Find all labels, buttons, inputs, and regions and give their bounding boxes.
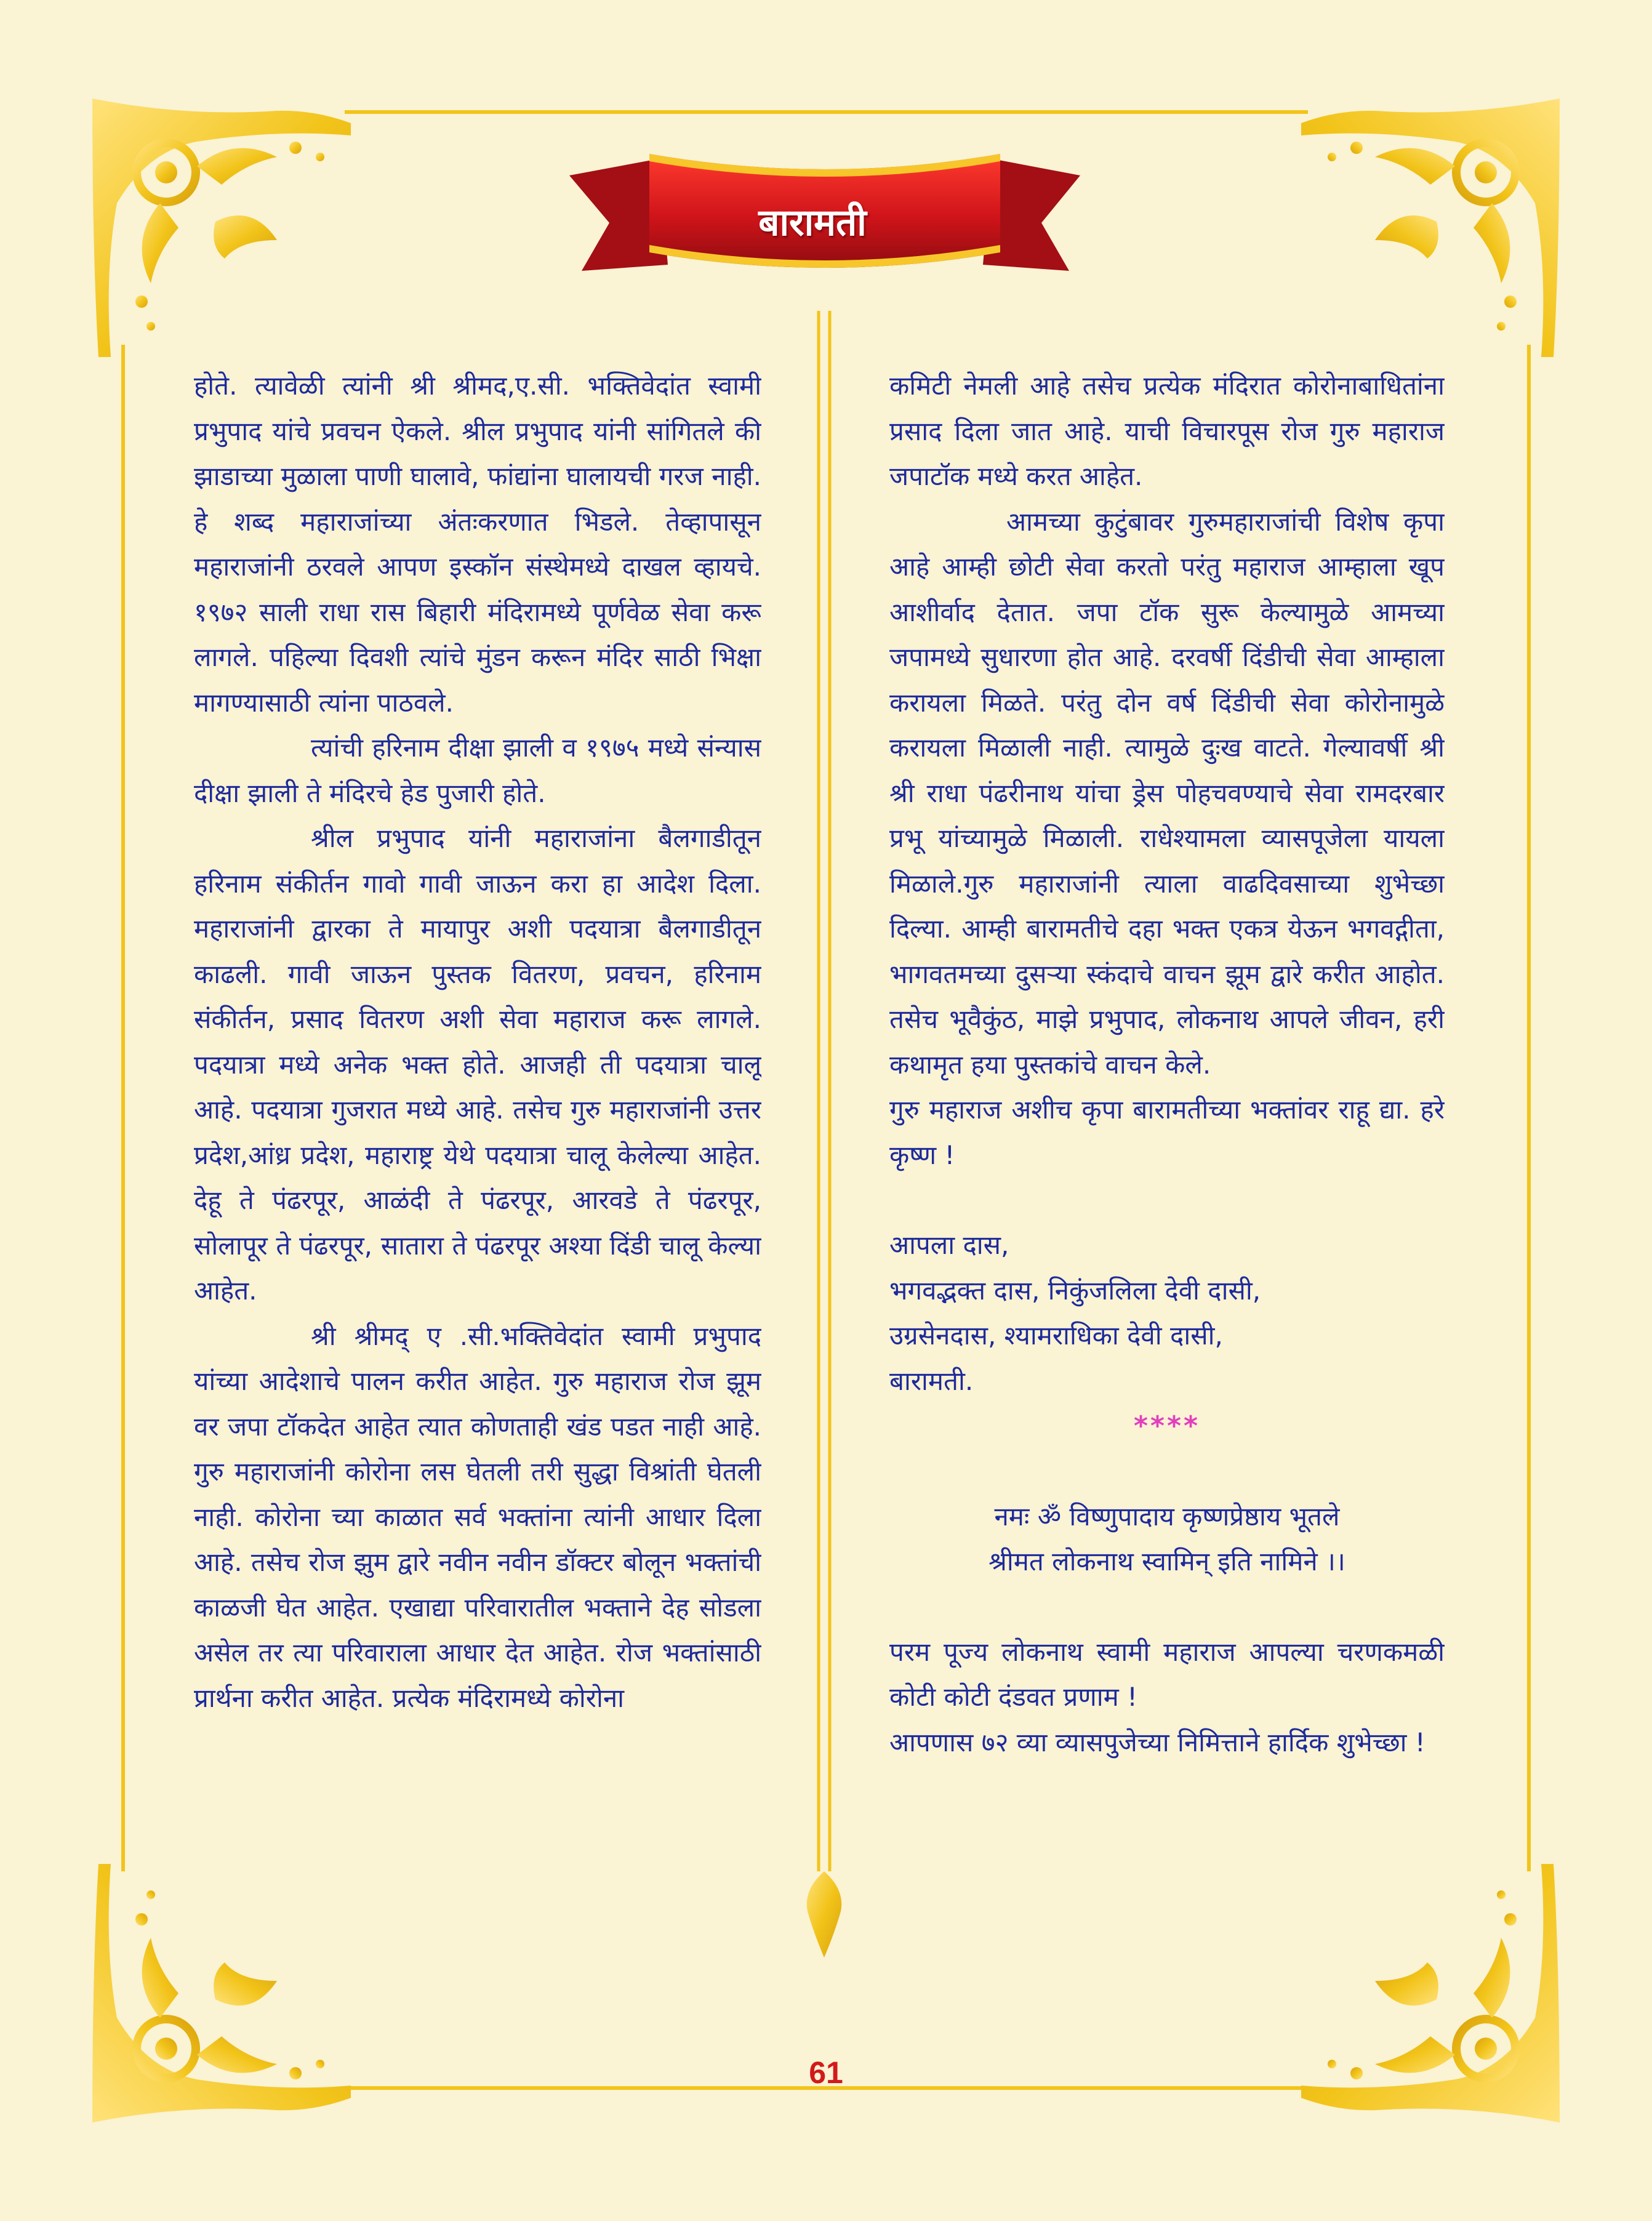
page-number: 61 <box>809 2055 843 2090</box>
spacer <box>889 1178 1445 1223</box>
left-paragraph-3: श्रील प्रभुपाद यांनी महाराजांना बैलगाडीतून हरिनाम संकीर्तन गावो गावी जाऊन करा हा आदेश दिला. महाराजांनी द्वारका ते मायापुर अशी पदयात्रा बैलगाडीतून काढली. गावी जाऊन पुस्तक वितरण, प्रवचन, हरिनाम संकीर्तन, प्रसाद वितरण अशी सेवा महाराज करू लागले. पदयात्रा मध्ये अनेक भक्त होते. आजही ती पदयात्रा चालू आहे. पदयात्रा गुजरात मध्ये आहे. तसेच गुरु महाराजांनी उत्तर प्रदेश,आंध्र प्रदेश, महाराष्ट्र येथे पदयात्रा चालू केलेल्या आहेत. देहू ते पंढरपूर, आळंदी ते पंढरपूर, आरवडे ते पंढरपूर, सोलापूर ते पंढरपूर, सातारा ते पंढरपूर अश्या दिंडी चालू केल्या आहेत. <box>194 823 761 1306</box>
right-paragraph-1: कमिटी नेमली आहे तसेच प्रत्येक मंदिरात कोरोनाबाधितांना प्रसाद दिला जात आहे. याची विचारपूस रोज गुरु महाराज जपाटॉक मध्ये करत आहेत. <box>889 371 1445 491</box>
spacer <box>889 1584 1445 1629</box>
spacer <box>889 1449 1445 1494</box>
signature-line-3: उग्रसेनदास, श्यामराधिका देवी दासी, <box>889 1320 1223 1351</box>
closing-paragraph-1: परम पूज्य लोकनाथ स्वामी महाराज आपल्या चरणकमळी कोटी कोटी दंडवत प्रणाम ! <box>889 1636 1445 1712</box>
signature-line-2: भगवद्भक्त दास, निकुंजलिला देवी दासी, <box>889 1275 1261 1306</box>
mantra-line-2: श्रीमत लोकनाथ स्वामिन् इति नामिने ।। <box>988 1546 1345 1576</box>
signature-line-1: आपला दास, <box>889 1230 1009 1260</box>
signature-line-4: बारामती. <box>889 1365 974 1396</box>
separator-stars: **** <box>1133 1410 1201 1442</box>
left-paragraph-1: होते. त्यावेळी त्यांनी श्री श्रीमद,ए.सी. भक्तिवेदांत स्वामी प्रभुपाद यांचे प्रवचन ऐकले. श्रील प्रभुपाद यांनी सांगितले की झाडाच्या मुळाला पाणी घालावे, फांद्यांना घालायची गरज नाही. हे शब्द महाराजांच्या अंतःकरणात भिडले. तेव्हापासून महाराजांनी ठरवले आपण इस्कॉन संस्थेमध्ये दाखल व्हायचे. १९७२ साली राधा रास बिहारी मंदिरामध्ये पूर्णवेळ सेवा करू लागले. पहिल्या दिवशी त्यांचे मुंडन करून मंदिर साठी भिक्षा मागण्यासाठी त्यांना पाठवले. <box>194 371 761 718</box>
right-paragraph-3: गुरु महाराज अशीच कृपा बारामतीच्या भक्तांवर राहू द्या. हरे कृष्ण ! <box>889 1094 1445 1170</box>
left-column <box>194 363 761 2025</box>
mantra-line-1: नमः ॐ विष्णुपादाय कृष्णप्रेष्ठाय भूतले <box>994 1501 1340 1532</box>
right-paragraph-2: आमच्या कुटुंबावर गुरुमहाराजांची विशेष कृपा आहे आम्ही छोटी सेवा करतो परंतु महाराज आम्हाला खूप आशीर्वाद देतात. जपा टॉक सुरू केल्यामुळे आमच्या जपामध्ये सुधारणा होत आहे. दरवर्षी दिंडीची सेवा आम्हाला करायला मिळते. परंतु दोन वर्ष दिंडीची सेवा कोरोनामुळे करायला मिळाली नाही. त्यामुळे दुःख वाटते. गेल्यावर्षी श्री श्री राधा पंढरीनाथ यांचा ड्रेस पोहचवण्याचे सेवा रामदरबार प्रभू यांच्यामुळे मिळाली. राधेश्यामला व्यासपूजेला यायला मिळाले.गुरु महाराजांनी त्याला वाढदिवसाच्या शुभेच्छा दिल्या. आम्ही बारामतीचे दहा भक्त एकत्र येऊन भगवद्गीता, भागवतमच्या दुसऱ्या स्कंदाचे वाचन झूम द्वारे करीत आहोत. तसेच भूवैकुंठ, माझे प्रभुपाद, लोकनाथ आपले जीवन, हरी कथामृत हया पुस्तकांचे वाचन केले. <box>889 506 1445 1080</box>
closing-paragraph-2: आपणास ७२ व्या व्यासपुजेच्या निमित्ताने हार्दिक शुभेच्छा ! <box>889 1727 1425 1757</box>
right-column <box>889 363 1445 2025</box>
left-paragraph-4: श्री श्रीमद् ए .सी.भक्तिवेदांत स्वामी प्रभुपाद यांच्या आदेशाचे पालन करीत आहेत. गुरु महाराज रोज झूम वर जपा टॉकदेत आहेत त्यात कोणताही खंड पडत नाही आहे. गुरु महाराजांनी कोरोना लस घेतली तरी सुद्धा विश्रांती घेतली नाही. कोरोना च्या काळात सर्व भक्तांना त्यांनी आधार दिला आहे. तसेच रोज झुम द्वारे नवीन नवीन डॉक्टर बोलून भक्तांची काळजी घेत आहेत. एखाद्या परिवारातील भक्ताने देह सोडला असेल तर त्या परिवाराला आधार देत आहेत. रोज भक्तांसाठी प्रार्थना करीत आहेत. प्रत्येक मंदिरामध्ये कोरोना <box>194 1320 761 1713</box>
left-paragraph-2: त्यांची हरिनाम दीक्षा झाली व १९७५ मध्ये संन्यास दीक्षा झाली ते मंदिरचे हेड पुजारी होते. <box>194 733 761 808</box>
page-title: बारामती <box>758 201 867 244</box>
